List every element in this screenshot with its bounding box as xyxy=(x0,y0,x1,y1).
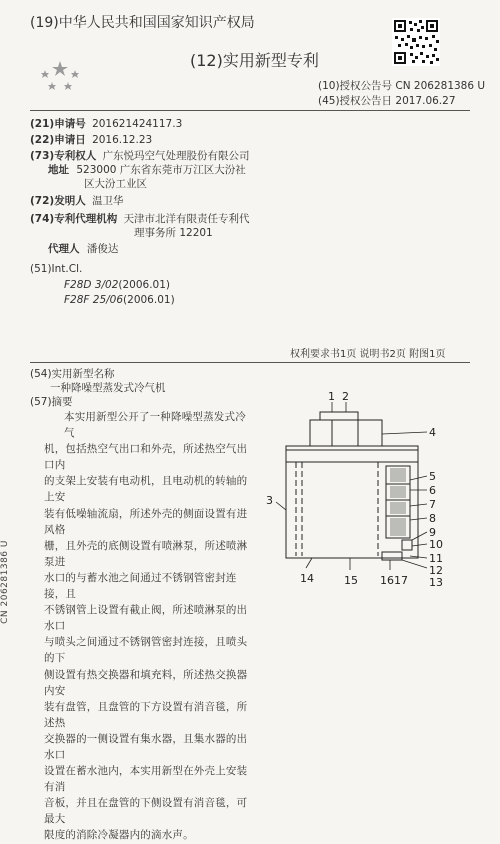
agency-label: (74)专利代理机构 xyxy=(30,213,118,225)
callout-label: 8 xyxy=(429,512,436,525)
callout-label: 5 xyxy=(429,470,436,483)
ipc-2-code: F28F 25/06 xyxy=(64,294,124,306)
address-row xyxy=(48,163,246,177)
agent: 潘俊达 xyxy=(86,243,119,255)
agent-row xyxy=(48,242,118,256)
callout-label: 15 xyxy=(344,574,358,587)
side-document-number: CN 206281386 U xyxy=(0,540,10,624)
abstract-line: 侧设置有热交换器和填充料，所述热交换器内安 xyxy=(44,668,248,697)
publication-number: (10)授权公告号 CN 206281386 U xyxy=(318,80,486,92)
ipc-label: (51)Int.Cl. xyxy=(30,263,83,275)
spray-pump xyxy=(402,540,412,550)
fan-housing xyxy=(310,420,382,446)
abstract-line: 水口的与蓄水池之间通过不锈钢管密封连接，且 xyxy=(44,571,237,601)
inventor-label: (72)发明人 xyxy=(30,195,86,207)
qr-code xyxy=(392,18,440,66)
callout-label: 7 xyxy=(429,498,436,511)
utility-model-name-label: (54)实用新型名称 xyxy=(30,368,115,380)
ipc-row-2 xyxy=(64,293,175,307)
patentee-row xyxy=(30,149,250,163)
header-divider xyxy=(30,110,470,111)
address-line-2: 区大汾工业区 xyxy=(84,178,147,190)
callout-label: 10 xyxy=(429,538,443,551)
filing-date: 2016.12.23 xyxy=(92,134,153,146)
callout-label: 1 xyxy=(328,390,335,403)
abstract-line: 与喷头之间通过不锈钢管密封连接，且喷头的下 xyxy=(44,636,248,665)
abstract-line: 音板，并且在盘管的下侧设置有消音毯，可最大 xyxy=(44,797,248,826)
callout-label: 2 xyxy=(342,390,349,403)
abstract-line: 的支架上安装有电动机，且电动机的转轴的上安 xyxy=(44,475,248,504)
agent-label: 代理人 xyxy=(48,243,80,255)
callout-label: 9 xyxy=(429,526,436,539)
abstract-label: (57)摘要 xyxy=(30,396,73,408)
section-divider xyxy=(30,362,470,363)
address-line-1: 523000 广东省东莞市万江区大汾社 xyxy=(76,164,246,176)
filing-date-label: (22)申请日 xyxy=(30,134,86,146)
document-type-heading: (12)实用新型专利 xyxy=(190,51,319,70)
water-collector xyxy=(382,552,402,560)
patentee: 广东悦玛空气处理股份有限公司 xyxy=(102,150,250,162)
abstract-line: 设置在蓄水池内，本实用新型在外壳上安装有消 xyxy=(44,765,248,794)
page-count-summary: 权利要求书1页 说明书2页 附图1页 xyxy=(290,349,446,360)
callout-label: 13 xyxy=(429,576,443,589)
abstract-line: 栅，且外壳的底侧设置有喷淋泵，所述喷淋泵进 xyxy=(44,539,248,568)
abstract-line: 限度的消除冷凝器内的滴水声。 xyxy=(44,829,194,842)
ipc-2-date: (2006.01) xyxy=(123,294,175,306)
callout-label: 11 xyxy=(429,552,443,565)
agency-row xyxy=(30,212,250,226)
application-number-label: (21)申请号 xyxy=(30,118,86,130)
abstract-line: 交换器的一侧设置有集水器，且集水器的出水口 xyxy=(44,732,248,761)
patent-office-heading: (19)中华人民共和国国家知识产权局 xyxy=(30,15,255,31)
application-number-row xyxy=(30,117,182,131)
cooler-drawing xyxy=(262,390,476,606)
abstract-line: 不锈钢管上设置有截止阀，所述喷淋泵的出水口 xyxy=(44,604,248,633)
ipc-1-date: (2006.01) xyxy=(118,279,171,291)
inventor: 温卫华 xyxy=(92,195,124,207)
abstract-line: 装有盘管，且盘管的下方设置有消音毯，所述热 xyxy=(44,700,248,729)
abstract-line: 本实用新型公开了一种降噪型蒸发式冷气 xyxy=(64,411,246,440)
cnipa-emblem-icon xyxy=(30,58,92,96)
abstract-line: 装有低噪轴流扇，所述外壳的侧面设置有进风格 xyxy=(44,507,248,536)
publication-date: (45)授权公告日 2017.06.27 xyxy=(318,95,456,107)
utility-model-title: 一种降噪型蒸发式冷气机 xyxy=(50,382,166,394)
callout-label: 14 xyxy=(300,572,314,585)
ipc-1-code: F28D 3/02 xyxy=(64,279,119,291)
patentee-label: (73)专利权人 xyxy=(30,150,97,162)
inventor-row xyxy=(30,194,124,208)
address-label: 地址 xyxy=(48,164,69,176)
callout-label: 4 xyxy=(429,426,436,439)
application-number: 201621424117.3 xyxy=(92,118,183,130)
filing-date-row xyxy=(30,133,152,147)
abstract-line: 机，包括热空气出口和外壳，所述热空气出口内 xyxy=(44,443,248,472)
agency-line-1: 天津市北洋有限责任专利代 xyxy=(123,213,250,225)
fan-outlet-top xyxy=(320,412,358,420)
callout-label: 12 xyxy=(429,564,443,577)
ipc-row-1 xyxy=(64,278,170,292)
callout-label: 6 xyxy=(429,484,436,497)
callout-label: 3 xyxy=(266,494,273,507)
callout-label: 1617 xyxy=(380,574,408,587)
abstract-body xyxy=(44,409,249,844)
agency-line-2: 理事务所 12201 xyxy=(134,227,213,239)
